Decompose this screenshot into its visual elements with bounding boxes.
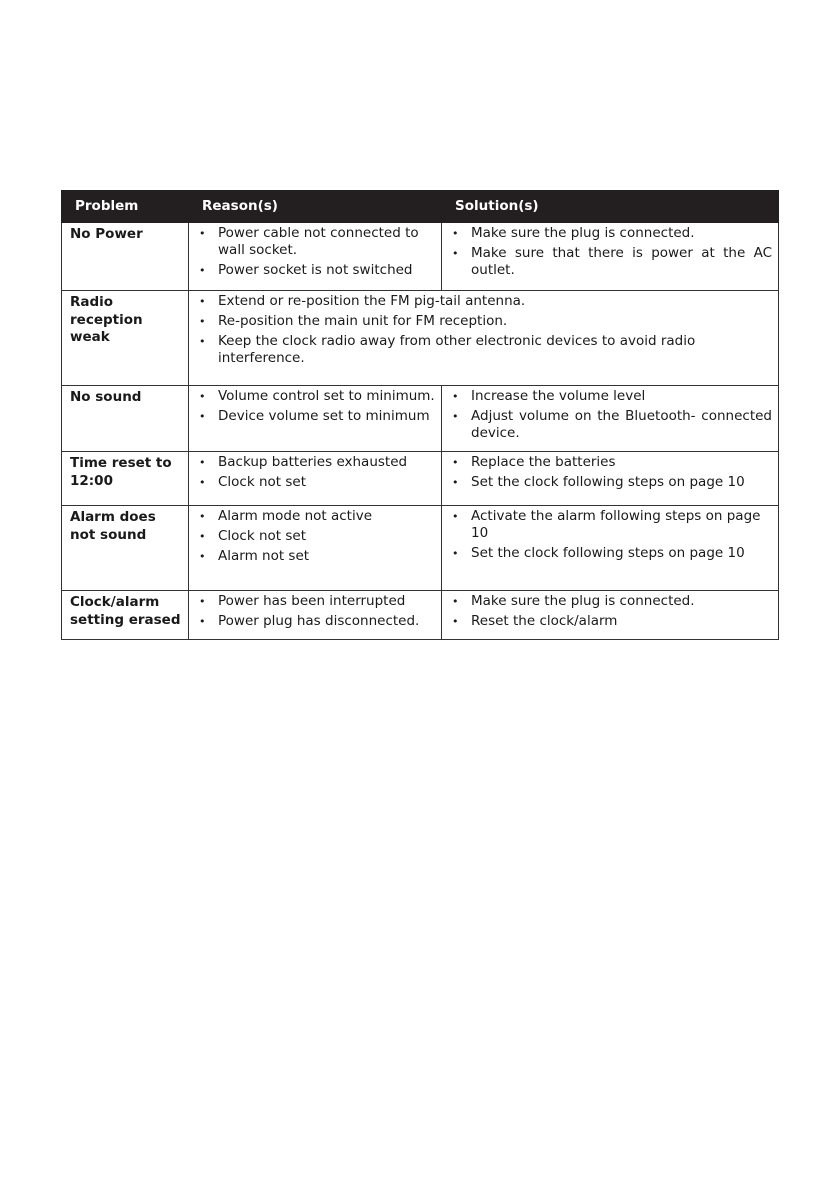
list-item: • Activate the alarm following steps on page 10 <box>450 508 772 542</box>
reasons-cell <box>189 591 442 640</box>
header-solutions: Solution(s) <box>442 191 779 223</box>
list-item: • Replace the batteries <box>450 454 772 471</box>
problem-cell: No Power <box>62 223 189 291</box>
list-item: • Keep the clock radio away from other electronic devices to avoid radio interference. <box>197 333 772 367</box>
list-item: • Power cable not connected to wall socket. <box>197 225 435 259</box>
reasons-cell <box>189 386 442 452</box>
problem-cell: Clock/alarm setting erased <box>62 591 189 640</box>
reasons-cell <box>189 506 442 591</box>
reasons-cell <box>189 223 442 291</box>
list-item: • Clock not set <box>197 474 435 491</box>
table-row <box>62 386 779 452</box>
list-item: • Make sure that there is power at the AC outlet. <box>450 245 772 279</box>
list-item: • Clock not set <box>197 528 435 545</box>
problem-cell: Radio reception weak <box>62 291 189 386</box>
list-item: • Set the clock following steps on page 10 <box>450 545 772 562</box>
table-row <box>62 506 779 591</box>
list-item: • Extend or re-position the FM pig-tail antenna. <box>197 293 772 310</box>
table-row <box>62 591 779 640</box>
problem-cell: Alarm does not sound <box>62 506 189 591</box>
list-item: • Power has been interrupted <box>197 593 435 610</box>
list-item: • Alarm mode not active <box>197 508 435 525</box>
list-item: • Device volume set to minimum <box>197 408 435 425</box>
header-reasons: Reason(s) <box>189 191 442 223</box>
list-item: • Make sure the plug is connected. <box>450 225 772 242</box>
list-item: • Alarm not set <box>197 548 435 565</box>
list-item: • Adjust volume on the Bluetooth- connected device. <box>450 408 772 442</box>
list-item: • Increase the volume level <box>450 388 772 405</box>
table-header-row <box>62 191 779 223</box>
table-row <box>62 291 779 386</box>
solutions-cell <box>442 591 779 640</box>
list-item: • Backup batteries exhausted <box>197 454 435 471</box>
problem-cell: No sound <box>62 386 189 452</box>
solutions-cell <box>442 506 779 591</box>
problem-cell: Time reset to 12:00 <box>62 452 189 506</box>
solutions-cell <box>442 452 779 506</box>
solutions-cell <box>442 386 779 452</box>
table-row <box>62 223 779 291</box>
list-item: • Re-position the main unit for FM reception. <box>197 313 772 330</box>
list-item: • Power plug has disconnected. <box>197 613 435 630</box>
list-item: • Make sure the plug is connected. <box>450 593 772 610</box>
troubleshooting-table <box>61 190 779 640</box>
list-item: • Power socket is not switched <box>197 262 435 279</box>
reasons-cell <box>189 452 442 506</box>
table-row <box>62 452 779 506</box>
reasons-cell <box>189 291 779 386</box>
list-item: • Set the clock following steps on page 10 <box>450 474 772 491</box>
list-item: • Reset the clock/alarm <box>450 613 772 630</box>
solutions-cell <box>442 223 779 291</box>
list-item: • Volume control set to minimum. <box>197 388 435 405</box>
header-problem: Problem <box>62 191 189 223</box>
